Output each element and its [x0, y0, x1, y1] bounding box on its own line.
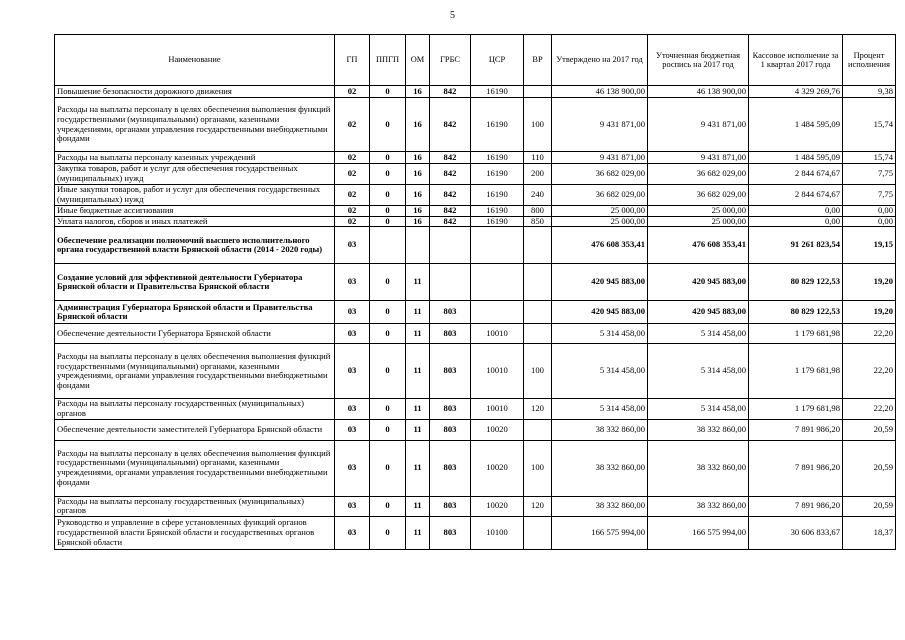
row-ppgp: 0: [370, 86, 406, 98]
row-vr: [524, 419, 552, 440]
row-refined: 38 332 860,00: [648, 496, 749, 516]
row-gp: 02: [335, 98, 370, 152]
row-gp: 03: [335, 516, 370, 549]
row-percent: 15,74: [843, 152, 896, 164]
row-vr: [524, 516, 552, 549]
row-ppgp: 0: [370, 496, 406, 516]
row-refined: 166 575 994,00: [648, 516, 749, 549]
row-cash: 0,00: [749, 206, 843, 217]
row-grbs: 842: [430, 185, 471, 206]
row-name: Повышение безопасности дорожного движения: [55, 86, 335, 98]
row-name: Закупка товаров, работ и услуг для обеспечения государственных (муниципальных) нужд: [55, 164, 335, 185]
row-vr: 200: [524, 164, 552, 185]
row-grbs: 842: [430, 206, 471, 217]
row-ppgp: 0: [370, 440, 406, 496]
table-row: [55, 185, 896, 206]
col-header-csr: ЦСР: [471, 35, 524, 86]
row-grbs: 803: [430, 399, 471, 419]
row-percent: 19,15: [843, 227, 896, 264]
row-csr: [471, 264, 524, 301]
row-vr: [524, 301, 552, 324]
row-ppgp: [370, 227, 406, 264]
row-refined: 9 431 871,00: [648, 98, 749, 152]
row-approved: 5 314 458,00: [552, 344, 648, 399]
row-grbs: 842: [430, 98, 471, 152]
row-vr: 120: [524, 399, 552, 419]
row-csr: 16190: [471, 152, 524, 164]
row-approved: 9 431 871,00: [552, 98, 648, 152]
row-ppgp: 0: [370, 264, 406, 301]
row-gp: 03: [335, 399, 370, 419]
row-vr: [524, 324, 552, 344]
row-csr: [471, 227, 524, 264]
row-percent: 0,00: [843, 216, 896, 227]
row-percent: 22,20: [843, 344, 896, 399]
row-name: Расходы на выплаты персоналу в целях обеспечения выполнения функций государственными (муниципальными) органами, казенными учреждениями, органами управления государственными внебюджетными фондами: [55, 98, 335, 152]
row-om: [406, 227, 430, 264]
row-cash: 1 484 595,09: [749, 152, 843, 164]
row-gp: 03: [335, 496, 370, 516]
row-name: Создание условий для эффективной деятельности Губернатора Брянской области и Правительства Брянской области: [55, 264, 335, 301]
row-csr: 16190: [471, 216, 524, 227]
row-csr: 16190: [471, 98, 524, 152]
row-csr: 10020: [471, 496, 524, 516]
col-header-vr: ВР: [524, 35, 552, 86]
row-om: 11: [406, 516, 430, 549]
row-vr: 110: [524, 152, 552, 164]
row-gp: 03: [335, 227, 370, 264]
row-gp: 03: [335, 344, 370, 399]
table-row: [55, 399, 896, 419]
row-gp: 03: [335, 264, 370, 301]
row-csr: 10100: [471, 516, 524, 549]
row-ppgp: 0: [370, 301, 406, 324]
row-csr: 10010: [471, 324, 524, 344]
page-number: 5: [450, 10, 455, 21]
row-name: Администрация Губернатора Брянской области и Правительства Брянской области: [55, 301, 335, 324]
row-approved: 38 332 860,00: [552, 419, 648, 440]
row-name: Обеспечение деятельности заместителей Губернатора Брянской области: [55, 419, 335, 440]
row-cash: 7 891 986,20: [749, 440, 843, 496]
row-cash: 1 179 681,98: [749, 399, 843, 419]
row-refined: 25 000,00: [648, 206, 749, 217]
budget-execution-table: [54, 34, 896, 550]
row-name: Расходы на выплаты персоналу в целях обеспечения выполнения функций государственными (муниципальными) органами, казенными учреждениями, органами управления государственными внебюджетными фондами: [55, 440, 335, 496]
row-cash: 2 844 674,67: [749, 164, 843, 185]
row-cash: 1 484 595,09: [749, 98, 843, 152]
row-vr: 100: [524, 98, 552, 152]
row-name: Расходы на выплаты персоналу казенных учреждений: [55, 152, 335, 164]
row-om: 16: [406, 164, 430, 185]
col-header-gp: ГП: [335, 35, 370, 86]
col-header-approved: Утверждено на 2017 год: [552, 35, 648, 86]
row-refined: 5 314 458,00: [648, 344, 749, 399]
row-name: Руководство и управление в сфере установленных функций органов государственной власти Брянской области и государственных органов Брянской области: [55, 516, 335, 549]
row-cash: 1 179 681,98: [749, 324, 843, 344]
row-csr: 16190: [471, 206, 524, 217]
row-gp: 03: [335, 440, 370, 496]
row-name: Расходы на выплаты персоналу в целях обеспечения выполнения функций государственными (муниципальными) органами, казенными учреждениями, органами управления государственными внебюджетными фондами: [55, 344, 335, 399]
row-approved: 25 000,00: [552, 206, 648, 217]
row-refined: 36 682 029,00: [648, 164, 749, 185]
row-gp: 02: [335, 206, 370, 217]
row-refined: 9 431 871,00: [648, 152, 749, 164]
row-om: 16: [406, 185, 430, 206]
row-approved: 9 431 871,00: [552, 152, 648, 164]
row-name: Расходы на выплаты персоналу государственных (муниципальных) органов: [55, 496, 335, 516]
table-header: [55, 35, 896, 86]
row-refined: 420 945 883,00: [648, 264, 749, 301]
row-cash: 91 261 823,54: [749, 227, 843, 264]
row-approved: 36 682 029,00: [552, 185, 648, 206]
row-refined: 420 945 883,00: [648, 301, 749, 324]
row-gp: 02: [335, 216, 370, 227]
row-om: 11: [406, 419, 430, 440]
row-ppgp: 0: [370, 185, 406, 206]
row-percent: 22,20: [843, 324, 896, 344]
row-grbs: 803: [430, 496, 471, 516]
row-ppgp: 0: [370, 324, 406, 344]
row-csr: 16190: [471, 86, 524, 98]
row-ppgp: 0: [370, 164, 406, 185]
col-header-om: ОМ: [406, 35, 430, 86]
table-row: [55, 440, 896, 496]
row-om: 11: [406, 301, 430, 324]
row-cash: 4 329 269,76: [749, 86, 843, 98]
row-name: Расходы на выплаты персоналу государственных (муниципальных) органов: [55, 399, 335, 419]
row-vr: 100: [524, 344, 552, 399]
row-percent: 9,38: [843, 86, 896, 98]
row-approved: 38 332 860,00: [552, 496, 648, 516]
table-row: [55, 264, 896, 301]
row-vr: 100: [524, 440, 552, 496]
row-approved: 25 000,00: [552, 216, 648, 227]
row-ppgp: 0: [370, 419, 406, 440]
row-cash: 30 606 833,67: [749, 516, 843, 549]
row-refined: 46 138 900,00: [648, 86, 749, 98]
row-cash: 1 179 681,98: [749, 344, 843, 399]
table-row: [55, 419, 896, 440]
row-vr: [524, 227, 552, 264]
row-gp: 02: [335, 152, 370, 164]
col-header-refined: Уточненная бюджетная роспись на 2017 год: [648, 35, 749, 86]
row-refined: 476 608 353,41: [648, 227, 749, 264]
row-percent: 20,59: [843, 496, 896, 516]
row-cash: 0,00: [749, 216, 843, 227]
row-ppgp: 0: [370, 152, 406, 164]
table-row: [55, 344, 896, 399]
row-cash: 80 829 122,53: [749, 301, 843, 324]
row-approved: 36 682 029,00: [552, 164, 648, 185]
row-grbs: 803: [430, 344, 471, 399]
row-csr: 16190: [471, 164, 524, 185]
row-grbs: 803: [430, 419, 471, 440]
row-om: 16: [406, 98, 430, 152]
table-row: [55, 206, 896, 217]
table-row: [55, 301, 896, 324]
row-grbs: 803: [430, 440, 471, 496]
row-om: 11: [406, 344, 430, 399]
row-refined: 38 332 860,00: [648, 440, 749, 496]
row-approved: 38 332 860,00: [552, 440, 648, 496]
row-grbs: [430, 227, 471, 264]
row-cash: 2 844 674,67: [749, 185, 843, 206]
row-gp: 02: [335, 185, 370, 206]
row-cash: 80 829 122,53: [749, 264, 843, 301]
col-header-grbs: ГРБС: [430, 35, 471, 86]
row-percent: 15,74: [843, 98, 896, 152]
row-om: 11: [406, 496, 430, 516]
row-gp: 02: [335, 164, 370, 185]
table-row: [55, 164, 896, 185]
row-grbs: 842: [430, 216, 471, 227]
row-percent: 7,75: [843, 185, 896, 206]
row-om: 11: [406, 324, 430, 344]
row-om: 16: [406, 206, 430, 217]
row-percent: 0,00: [843, 206, 896, 217]
row-vr: 120: [524, 496, 552, 516]
row-om: 16: [406, 152, 430, 164]
row-refined: 5 314 458,00: [648, 399, 749, 419]
row-refined: 25 000,00: [648, 216, 749, 227]
row-vr: 800: [524, 206, 552, 217]
row-gp: 03: [335, 324, 370, 344]
row-om: 16: [406, 86, 430, 98]
table-row: [55, 98, 896, 152]
row-csr: 16190: [471, 185, 524, 206]
table-row: [55, 227, 896, 264]
row-approved: 5 314 458,00: [552, 399, 648, 419]
table-row: [55, 324, 896, 344]
row-name: Иные бюджетные ассигнования: [55, 206, 335, 217]
row-ppgp: 0: [370, 399, 406, 419]
row-approved: 420 945 883,00: [552, 301, 648, 324]
row-refined: 36 682 029,00: [648, 185, 749, 206]
row-gp: 03: [335, 301, 370, 324]
row-vr: [524, 264, 552, 301]
col-header-name: Наименование: [55, 35, 335, 86]
table-row: [55, 216, 896, 227]
col-header-ppgp: ППГП: [370, 35, 406, 86]
table-row: [55, 496, 896, 516]
row-percent: 20,59: [843, 440, 896, 496]
row-percent: 19,20: [843, 264, 896, 301]
row-grbs: 803: [430, 516, 471, 549]
row-cash: 7 891 986,20: [749, 496, 843, 516]
row-approved: 5 314 458,00: [552, 324, 648, 344]
row-approved: 420 945 883,00: [552, 264, 648, 301]
row-percent: 22,20: [843, 399, 896, 419]
row-om: 11: [406, 264, 430, 301]
row-percent: 18,37: [843, 516, 896, 549]
row-gp: 02: [335, 86, 370, 98]
row-grbs: 803: [430, 301, 471, 324]
row-om: 16: [406, 216, 430, 227]
row-grbs: 842: [430, 152, 471, 164]
col-header-cash: Кассовое исполнение за 1 квартал 2017 года: [749, 35, 843, 86]
table-row: [55, 86, 896, 98]
row-csr: 10020: [471, 419, 524, 440]
row-csr: 10010: [471, 399, 524, 419]
row-grbs: [430, 264, 471, 301]
row-cash: 7 891 986,20: [749, 419, 843, 440]
row-grbs: 842: [430, 86, 471, 98]
table-row: [55, 152, 896, 164]
row-gp: 03: [335, 419, 370, 440]
row-name: Уплата налогов, сборов и иных платежей: [55, 216, 335, 227]
row-name: Иные закупки товаров, работ и услуг для обеспечения государственных (муниципальных) нужд: [55, 185, 335, 206]
row-approved: 476 608 353,41: [552, 227, 648, 264]
row-percent: 19,20: [843, 301, 896, 324]
table-row: [55, 516, 896, 549]
row-approved: 166 575 994,00: [552, 516, 648, 549]
row-om: 11: [406, 399, 430, 419]
row-csr: 10020: [471, 440, 524, 496]
row-ppgp: 0: [370, 98, 406, 152]
row-name: Обеспечение деятельности Губернатора Брянской области: [55, 324, 335, 344]
row-vr: 850: [524, 216, 552, 227]
row-csr: 10010: [471, 344, 524, 399]
row-ppgp: 0: [370, 206, 406, 217]
row-refined: 38 332 860,00: [648, 419, 749, 440]
row-ppgp: 0: [370, 516, 406, 549]
row-csr: [471, 301, 524, 324]
row-grbs: 842: [430, 164, 471, 185]
row-refined: 5 314 458,00: [648, 324, 749, 344]
row-ppgp: 0: [370, 216, 406, 227]
col-header-percent: Процент исполнения: [843, 35, 896, 86]
row-vr: [524, 86, 552, 98]
row-approved: 46 138 900,00: [552, 86, 648, 98]
row-percent: 7,75: [843, 164, 896, 185]
row-om: 11: [406, 440, 430, 496]
row-grbs: 803: [430, 324, 471, 344]
row-vr: 240: [524, 185, 552, 206]
row-name: Обеспечение реализации полномочий высшего исполнительного органа государственной власти Брянской области (2014 - 2020 годы): [55, 227, 335, 264]
row-percent: 20,59: [843, 419, 896, 440]
row-ppgp: 0: [370, 344, 406, 399]
